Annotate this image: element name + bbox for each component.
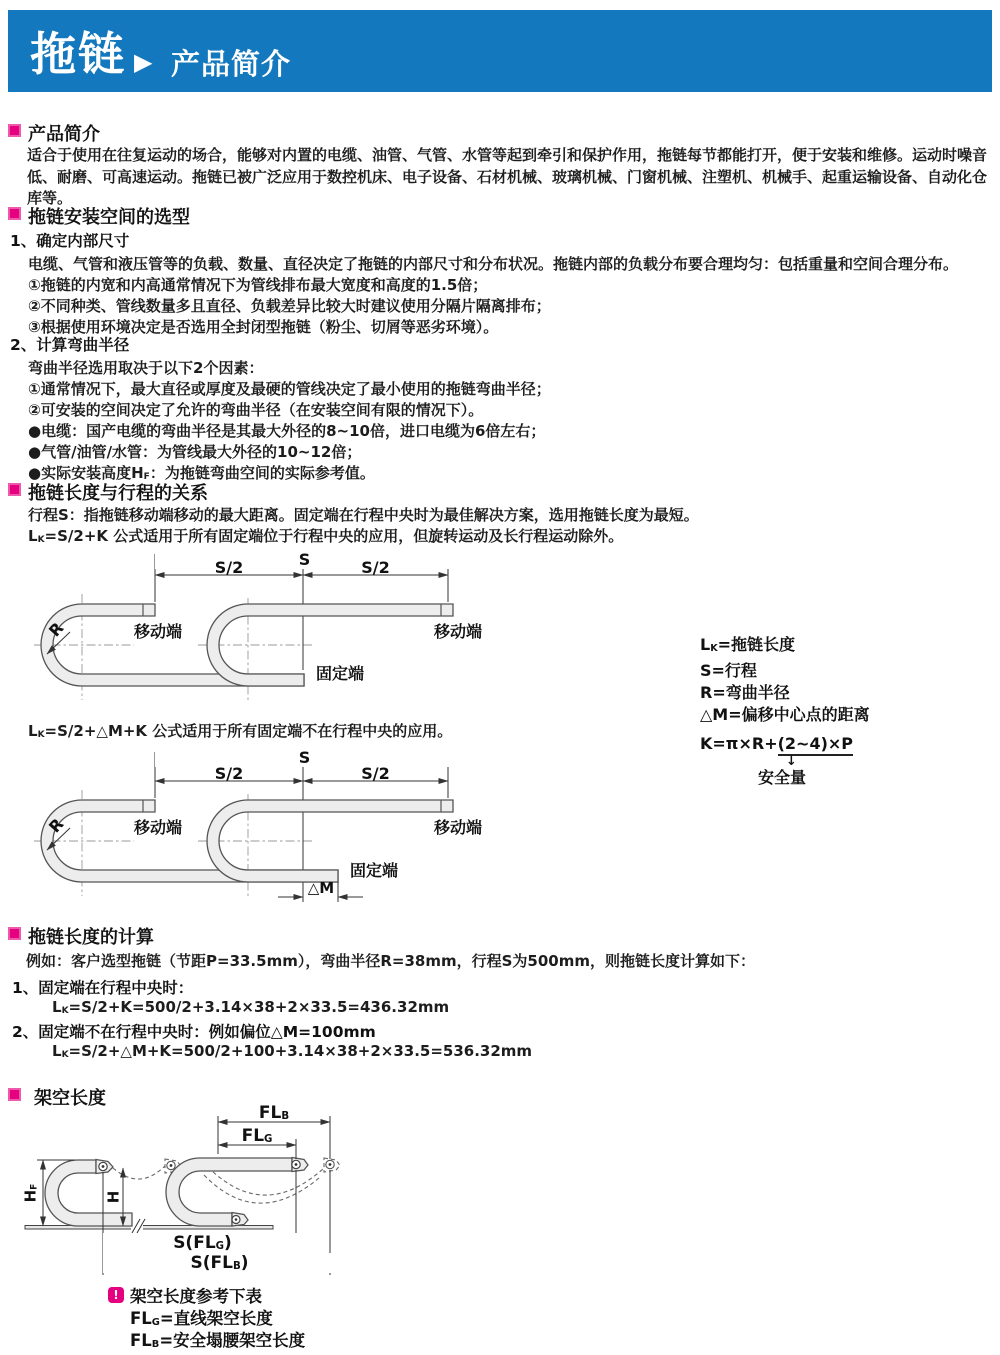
triangle-right-icon: ▶ — [134, 48, 153, 76]
warning-icon: ! — [108, 1287, 124, 1303]
page-subtitle: 产品简介 — [171, 47, 292, 81]
section-bullet-icon — [8, 927, 21, 940]
aerial-chain-right — [166, 1158, 340, 1227]
aerial-note-2: $FL_G=$直线架空长度 — [130, 1309, 273, 1329]
selection-item2-line: ●实际安装高度$H_F$：为拖链弯曲空间的实际参考值。 — [28, 464, 375, 483]
diagram-stroke-offset — [20, 750, 510, 915]
section-bullet-icon — [8, 207, 21, 220]
moving-end-label: 移动端 — [433, 818, 482, 837]
dim-label-flb: $FL_B$ — [258, 1103, 290, 1123]
legend-line: S=行程 — [700, 661, 757, 681]
page-title: 拖链 — [30, 27, 126, 81]
dim-label-s-flg: $S(FL_G)$ — [103, 1233, 302, 1253]
dim-label-flg: $FL_G$ — [241, 1126, 273, 1146]
legend-line: △M=偏移中心点的距离 — [700, 705, 870, 725]
selection-item2-line: ●电缆：国产电缆的弯曲半径是其最大外径的8~10倍，进口电缆为6倍左右； — [28, 422, 546, 440]
legend-line: R=弯曲半径 — [700, 683, 790, 703]
radius-label: R — [44, 618, 68, 641]
header-band — [8, 10, 992, 92]
calc-case1-title: 1、固定端在行程中央时： — [12, 979, 194, 997]
fixed-end-label: 固定端 — [350, 861, 399, 880]
selection-item2-line: 弯曲半径选用取决于以下2个因素： — [28, 359, 264, 377]
length-stroke-formula: $L_K=S/2+K$ 公式适用于所有固定端位于行程中央的应用，但旋转运动及长行程运动除外。 — [28, 527, 624, 546]
selection-item2-line: ①通常情况下，最大直径或厚度及最硬的管线决定了最小使用的拖链弯曲半径； — [28, 380, 551, 398]
section-heading-text: 拖链长度的计算 — [28, 927, 154, 948]
intro-paragraph: 适合于使用在往复运动的场合，能够对内置的电缆、油管、气管、水管等起到牵引和保护作用，拖链每节都能打开，便于安装和维修。运动时噪音低、耐磨、可高速运动。拖链已被广泛应用于数控机床、电子设备、石材机械、玻璃机械、门窗机械、注塑机、机械手、起重运输设备、自动化仓库等。 — [27, 146, 988, 207]
length-stroke-formula-offset: $L_K=S/2+\triangle M+K$ 公式适用于所有固定端不在行程中央的应用。 — [28, 722, 453, 741]
dim-label-s: S — [155, 550, 454, 569]
section-heading-length-calc — [8, 923, 154, 949]
moving-end-label: 移动端 — [133, 818, 182, 837]
dim-label-s-half: S/2 — [361, 558, 390, 577]
selection-item2-line: ②可安装的空间决定了允许的弯曲半径（在安装空间有限的情况下）。 — [28, 401, 484, 419]
section-heading-length-stroke — [8, 479, 208, 505]
calc-case2-title: 2、固定端不在行程中央时：例如偏位△M=100mm — [12, 1023, 376, 1041]
dim-label-delta-m: △M — [307, 879, 335, 897]
section-heading-text: 拖链安装空间的选型 — [28, 207, 190, 228]
moving-end-label: 移动端 — [433, 622, 482, 641]
selection-item1-line: ③根据使用环境决定是否选用全封闭型拖链（粉尘、切屑等恶劣环境）。 — [28, 318, 499, 336]
dim-label-s: S — [155, 748, 454, 767]
chain-position-right — [207, 800, 453, 882]
aerial-note-3: $FL_B=$安全塌腰架空长度 — [130, 1331, 306, 1351]
section-heading-selection — [8, 203, 190, 229]
calc-case1-formula: $L_K=S/2+K=500/2+3.14\times 38+2\times 33.5=436.32mm$ — [52, 998, 450, 1017]
dim-label-s-half: S/2 — [214, 764, 244, 783]
dim-label-s-flb: $S(FL_B)$ — [103, 1253, 336, 1273]
aerial-note-text: 架空长度参考下表 — [130, 1287, 262, 1306]
selection-item1-line: ①拖链的内宽和内高通常情况下为管线排布最大宽度和高度的1.5倍； — [28, 276, 488, 294]
length-stroke-line: 行程S：指拖链移动端移动的最大距离。固定端在行程中央时为最佳解决方案，选用拖链长度为最短。 — [28, 506, 699, 524]
aerial-note-1 — [108, 1283, 262, 1307]
fixed-end-label: 固定端 — [316, 664, 365, 683]
k-formula-prefix: K=π×R+ — [700, 734, 778, 754]
diagram-stroke-centered — [20, 548, 510, 713]
section-heading-text: 拖链长度与行程的关系 — [28, 483, 208, 504]
calc-case2-formula: $L_K=S/2+\triangle M+K=500/2+100+3.14\times 38+2\times 33.5=536.32mm$ — [52, 1042, 533, 1061]
k-formula-safety-term: (2~4)×P — [778, 734, 853, 756]
section-heading-text: 产品简介 — [28, 124, 100, 145]
selection-item2-line: ●气管/油管/水管：为管线最大外径的10~12倍； — [28, 443, 362, 461]
selection-item1-title: 1、确定内部尺寸 — [10, 232, 130, 250]
radius-label: R — [44, 814, 68, 837]
legend-line: $L_K=$拖链长度 — [700, 635, 796, 655]
section-bullet-icon — [8, 483, 21, 496]
calc-intro: 例如：客户选型拖链（节距P=33.5mm），弯曲半径R=38mm，行程S为500mm，则拖链长度计算如下： — [26, 952, 755, 970]
diagram-aerial-length — [20, 1098, 420, 1283]
section-heading-intro — [8, 120, 100, 146]
safety-margin-label: 安全量 — [758, 768, 807, 788]
dim-label-h: H — [104, 1190, 123, 1204]
dim-label-s-half: S/2 — [361, 764, 390, 783]
dim-label-hf: $H_F$ — [21, 1183, 40, 1203]
moving-end-label: 移动端 — [133, 622, 182, 641]
selection-item1-line: ②不同种类、管线数量多且直径、负载差异比较大时建议使用分隔片隔离排布； — [28, 297, 551, 315]
selection-item2-title: 2、计算弯曲半径 — [10, 336, 130, 354]
k-formula — [700, 733, 1000, 755]
dim-label-s-half: S/2 — [214, 558, 244, 577]
section-heading-text: 架空长度 — [34, 1088, 106, 1109]
down-arrow-icon: ↓ — [786, 754, 797, 770]
selection-item1-line: 电缆、气管和液压管等的负载、数量、直径决定了拖链的内部尺寸和分布状况。拖链内部的负载分布要合理均匀：包括重量和空间合理分布。 — [28, 255, 959, 273]
formula-legend — [700, 634, 1000, 788]
section-bullet-icon — [8, 124, 21, 137]
